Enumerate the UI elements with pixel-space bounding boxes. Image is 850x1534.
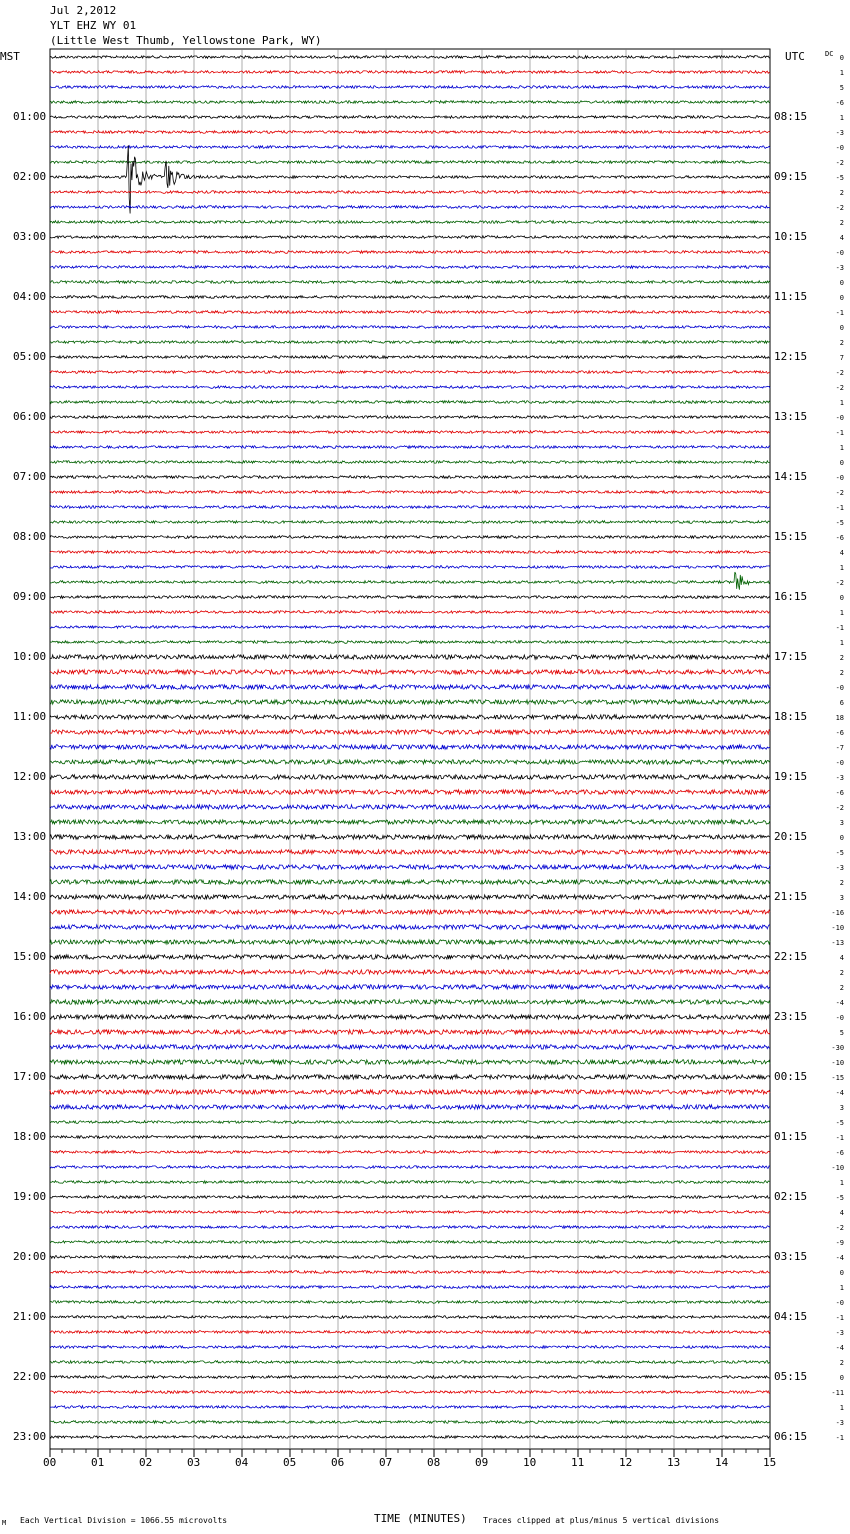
trace-line [50, 521, 770, 524]
trace-line [50, 745, 770, 749]
x-tick-label: 11 [571, 1456, 585, 1469]
trace-line [50, 865, 770, 869]
right-hour-label: 11:15 [774, 290, 808, 303]
dc-offset-value: 1 [839, 399, 845, 407]
x-tick-label: 13 [667, 1456, 681, 1469]
left-hour-label: 23:00 [13, 1430, 47, 1443]
trace-line [50, 476, 770, 479]
dc-offset-value: 7 [839, 354, 845, 362]
corner-mark: M [2, 1519, 7, 1527]
right-hour-label: 03:15 [774, 1250, 808, 1263]
dc-offset-value: 6 [839, 699, 845, 707]
trace-line [50, 1121, 770, 1124]
clip-note: Traces clipped at plus/minus 5 vertical divisions [483, 1516, 720, 1525]
trace-line [50, 86, 770, 89]
location-label: (Little West Thumb, Yellowstone Park, WY) [50, 34, 322, 47]
trace-line [50, 266, 770, 269]
trace-line [50, 1421, 770, 1424]
dc-offset-value: -1 [835, 1434, 845, 1442]
trace-line [50, 506, 770, 509]
trace-line [50, 386, 770, 389]
dc-offset-value: 0 [839, 324, 845, 332]
right-hour-label: 13:15 [774, 410, 808, 423]
dc-offset-value: -15 [831, 1074, 845, 1082]
dc-offset-value: -1 [835, 429, 845, 437]
trace-line [50, 1226, 770, 1229]
date-label: Jul 2,2012 [50, 4, 117, 17]
dc-offset-value: -3 [835, 129, 845, 137]
trace-line [50, 566, 770, 569]
dc-offset-value: -2 [835, 369, 845, 377]
trace-line [50, 641, 770, 644]
trace-line [50, 790, 770, 794]
trace-line [50, 820, 770, 824]
dc-offset-value: -6 [835, 99, 845, 107]
trace-line [50, 461, 770, 464]
right-hour-label: 21:15 [774, 890, 808, 903]
dc-offset-value: -6 [835, 1149, 845, 1157]
trace-line [50, 775, 770, 779]
x-tick-label: 08 [427, 1456, 441, 1469]
trace-line [50, 221, 770, 224]
right-hour-label: 15:15 [774, 530, 808, 543]
trace-line [50, 910, 770, 914]
trace-line [50, 1346, 770, 1349]
dc-offset-value: 2 [839, 1359, 845, 1367]
right-hour-label: 06:15 [774, 1430, 808, 1443]
dc-label: DC [825, 50, 834, 58]
trace-line [50, 1151, 770, 1154]
dc-offset-value: 0 [839, 594, 845, 602]
right-hour-label: 10:15 [774, 230, 808, 243]
trace-line [50, 551, 770, 554]
trace-line [50, 895, 770, 899]
trace-line [50, 1316, 770, 1319]
right-hour-label: 20:15 [774, 830, 808, 843]
trace-line [50, 1286, 770, 1289]
dc-offset-value: -2 [835, 1224, 845, 1232]
dc-offset-value: -10 [831, 1059, 845, 1067]
plot-frame [50, 49, 770, 1449]
dc-offset-value: -10 [831, 1164, 845, 1172]
trace-line [50, 925, 770, 929]
dc-offset-value: -3 [835, 1329, 845, 1337]
dc-offset-value: -13 [831, 939, 845, 947]
left-hour-label: 10:00 [13, 650, 47, 663]
dc-offset-value: 3 [839, 894, 845, 902]
station-label: YLT EHZ WY 01 [50, 19, 137, 32]
trace-line [50, 685, 770, 689]
trace-line [50, 880, 770, 884]
trace-line [50, 401, 770, 404]
right-hour-label: 18:15 [774, 710, 808, 723]
trace-line [50, 835, 770, 839]
dc-offset-value: -5 [835, 1119, 845, 1127]
dc-offset-value: -6 [835, 789, 845, 797]
left-hour-label: 09:00 [13, 590, 47, 603]
dc-offset-value: 4 [839, 954, 845, 962]
left-hour-label: 15:00 [13, 950, 47, 963]
dc-offset-value: 1 [839, 1404, 845, 1412]
trace-line [50, 146, 770, 149]
dc-offset-value: 2 [839, 984, 845, 992]
dc-offset-value: -5 [835, 1194, 845, 1202]
trace-line [50, 281, 770, 284]
trace-line [50, 1196, 770, 1199]
dc-offset-value: -3 [835, 864, 845, 872]
left-hour-label: 01:00 [13, 110, 47, 123]
x-tick-label: 09 [475, 1456, 489, 1469]
dc-offset-value: -1 [835, 504, 845, 512]
trace-line [50, 1015, 770, 1019]
dc-offset-value: -2 [835, 204, 845, 212]
dc-offset-value: 1 [839, 69, 845, 77]
dc-offset-value: 1 [839, 1284, 845, 1292]
x-tick-label: 10 [523, 1456, 537, 1469]
dc-offset-value: 2 [839, 219, 845, 227]
x-tick-label: 06 [331, 1456, 345, 1469]
dc-offset-value: -0 [835, 684, 845, 692]
trace-line [50, 611, 770, 614]
trace-line [50, 850, 770, 854]
dc-offset-value: -5 [835, 849, 845, 857]
dc-offset-value: 4 [839, 549, 845, 557]
dc-offset-value: -1 [835, 309, 845, 317]
dc-offset-value: 0 [839, 279, 845, 287]
left-hour-label: 02:00 [13, 170, 47, 183]
dc-offset-value: -3 [835, 774, 845, 782]
trace-line [50, 416, 770, 419]
left-hour-label: 08:00 [13, 530, 47, 543]
dc-offset-value: 4 [839, 1209, 845, 1217]
right-hour-label: 09:15 [774, 170, 808, 183]
right-hour-label: 22:15 [774, 950, 808, 963]
trace-line [50, 191, 770, 194]
left-hour-label: 19:00 [13, 1190, 47, 1203]
left-hour-label: 14:00 [13, 890, 47, 903]
right-hour-label: 05:15 [774, 1370, 808, 1383]
trace-line [50, 596, 770, 599]
dc-offset-value: 18 [835, 714, 845, 722]
dc-offset-value: 3 [839, 1104, 845, 1112]
trace-line [50, 296, 770, 299]
dc-offset-value: 1 [839, 444, 845, 452]
dc-offset-value: 0 [839, 294, 845, 302]
trace-line [50, 116, 770, 119]
trace-line [50, 1166, 770, 1169]
trace-line [50, 1136, 770, 1139]
x-tick-label: 07 [379, 1456, 393, 1469]
trace-line [50, 71, 770, 74]
dc-offset-value: -5 [835, 174, 845, 182]
trace-line [50, 760, 770, 764]
trace-line [50, 1090, 770, 1094]
dc-offset-value: -7 [835, 744, 845, 752]
right-hour-label: 23:15 [774, 1010, 808, 1023]
trace-line [50, 145, 770, 213]
trace-line [50, 341, 770, 344]
trace-line [50, 491, 770, 494]
trace-line [50, 1301, 770, 1304]
dc-offset-value: -3 [835, 1419, 845, 1427]
trace-line [50, 730, 770, 734]
dc-offset-value: 0 [839, 1374, 845, 1382]
left-hour-label: 05:00 [13, 350, 47, 363]
dc-offset-value: 1 [839, 639, 845, 647]
left-hour-label: 06:00 [13, 410, 47, 423]
dc-offset-value: -10 [831, 924, 845, 932]
trace-line [50, 1211, 770, 1214]
trace-line [50, 56, 770, 59]
x-tick-label: 00 [43, 1456, 57, 1469]
trace-line [50, 715, 770, 719]
dc-offset-value: -6 [835, 729, 845, 737]
trace-line [50, 572, 770, 590]
left-hour-label: 11:00 [13, 710, 47, 723]
dc-offset-value: 5 [839, 1029, 845, 1037]
left-hour-label: 18:00 [13, 1130, 47, 1143]
trace-line [50, 1181, 770, 1184]
dc-offset-value: -0 [835, 474, 845, 482]
trace-line [50, 970, 770, 974]
x-tick-label: 04 [235, 1456, 249, 1469]
trace-line [50, 1376, 770, 1379]
dc-offset-value: -2 [835, 804, 845, 812]
dc-offset-value: -2 [835, 489, 845, 497]
trace-line [50, 371, 770, 374]
scale-note: Each Vertical Division = 1066.55 microvolts [20, 1516, 228, 1525]
x-tick-label: 02 [139, 1456, 153, 1469]
dc-offset-value: 2 [839, 654, 845, 662]
dc-offset-value: -16 [831, 909, 845, 917]
dc-offset-value: 5 [839, 84, 845, 92]
x-tick-label: 12 [619, 1456, 633, 1469]
trace-line [50, 1361, 770, 1364]
dc-offset-value: -0 [835, 1014, 845, 1022]
right-hour-label: 19:15 [774, 770, 808, 783]
trace-line [50, 251, 770, 254]
dc-offset-value: -2 [835, 159, 845, 167]
dc-offset-value: 1 [839, 114, 845, 122]
right-timezone-label: UTC [785, 50, 805, 63]
dc-offset-value: 3 [839, 819, 845, 827]
trace-line [50, 131, 770, 134]
trace-line [50, 206, 770, 209]
left-hour-label: 04:00 [13, 290, 47, 303]
trace-line [50, 536, 770, 539]
dc-offset-value: 4 [839, 234, 845, 242]
dc-offset-value: -4 [835, 999, 845, 1007]
trace-line [50, 161, 770, 164]
trace-line [50, 431, 770, 434]
trace-line [50, 626, 770, 629]
trace-line [50, 1075, 770, 1079]
left-hour-label: 17:00 [13, 1070, 47, 1083]
dc-offset-value: 2 [839, 669, 845, 677]
x-axis-label: TIME (MINUTES) [374, 1512, 467, 1525]
dc-offset-value: 0 [839, 1269, 845, 1277]
x-tick-label: 03 [187, 1456, 201, 1469]
trace-line [50, 1436, 770, 1439]
right-hour-label: 08:15 [774, 110, 808, 123]
trace-line [50, 1105, 770, 1109]
dc-offset-value: -1 [835, 624, 845, 632]
dc-offset-value: -0 [835, 249, 845, 257]
dc-offset-value: 0 [839, 54, 845, 62]
dc-offset-value: 2 [839, 969, 845, 977]
trace-line [50, 670, 770, 674]
dc-offset-value: 0 [839, 834, 845, 842]
dc-offset-value: -4 [835, 1254, 845, 1262]
right-hour-label: 14:15 [774, 470, 808, 483]
trace-line [50, 1241, 770, 1244]
x-tick-label: 15 [763, 1456, 777, 1469]
dc-offset-value: 2 [839, 879, 845, 887]
right-hour-label: 04:15 [774, 1310, 808, 1323]
dc-offset-value: -2 [835, 384, 845, 392]
trace-line [50, 1000, 770, 1004]
left-hour-label: 20:00 [13, 1250, 47, 1263]
right-hour-label: 17:15 [774, 650, 808, 663]
trace-line [50, 356, 770, 359]
left-hour-label: 22:00 [13, 1370, 47, 1383]
trace-line [50, 1406, 770, 1409]
left-hour-label: 07:00 [13, 470, 47, 483]
dc-offset-value: -4 [835, 1344, 845, 1352]
left-timezone-label: MST [0, 50, 20, 63]
dc-offset-value: 0 [839, 459, 845, 467]
dc-offset-value: -6 [835, 534, 845, 542]
dc-offset-value: -1 [835, 1134, 845, 1142]
trace-line [50, 1271, 770, 1274]
trace-line [50, 985, 770, 989]
dc-offset-value: -2 [835, 579, 845, 587]
dc-offset-value: -0 [835, 414, 845, 422]
x-tick-label: 05 [283, 1456, 297, 1469]
trace-line [50, 655, 770, 659]
dc-offset-value: 1 [839, 564, 845, 572]
dc-offset-value: 2 [839, 339, 845, 347]
right-hour-label: 01:15 [774, 1130, 808, 1143]
dc-offset-value: 2 [839, 189, 845, 197]
x-tick-label: 14 [715, 1456, 729, 1469]
dc-offset-value: -5 [835, 519, 845, 527]
trace-line [50, 446, 770, 449]
dc-offset-value: -0 [835, 1299, 845, 1307]
trace-line [50, 955, 770, 959]
dc-offset-value: -1 [835, 1314, 845, 1322]
trace-line [50, 1045, 770, 1049]
right-hour-label: 02:15 [774, 1190, 808, 1203]
dc-offset-value: -30 [831, 1044, 845, 1052]
dc-offset-value: 1 [839, 1179, 845, 1187]
dc-offset-value: 1 [839, 609, 845, 617]
trace-line [50, 1030, 770, 1034]
dc-offset-value: -0 [835, 144, 845, 152]
right-hour-label: 16:15 [774, 590, 808, 603]
trace-line [50, 101, 770, 104]
x-tick-label: 01 [91, 1456, 105, 1469]
trace-line [50, 1331, 770, 1334]
right-hour-label: 12:15 [774, 350, 808, 363]
left-hour-label: 21:00 [13, 1310, 47, 1323]
trace-line [50, 1391, 770, 1394]
trace-line [50, 311, 770, 314]
left-hour-label: 16:00 [13, 1010, 47, 1023]
dc-offset-value: -11 [831, 1389, 845, 1397]
dc-offset-value: -4 [835, 1089, 845, 1097]
right-hour-label: 00:15 [774, 1070, 808, 1083]
trace-line [50, 700, 770, 704]
trace-line [50, 1256, 770, 1259]
left-hour-label: 03:00 [13, 230, 47, 243]
trace-line [50, 940, 770, 944]
left-hour-label: 12:00 [13, 770, 47, 783]
trace-line [50, 1060, 770, 1064]
trace-line [50, 326, 770, 329]
left-hour-label: 13:00 [13, 830, 47, 843]
trace-line [50, 805, 770, 809]
dc-offset-value: -0 [835, 759, 845, 767]
dc-offset-value: -3 [835, 264, 845, 272]
dc-offset-value: -9 [835, 1239, 845, 1247]
trace-line [50, 236, 770, 239]
